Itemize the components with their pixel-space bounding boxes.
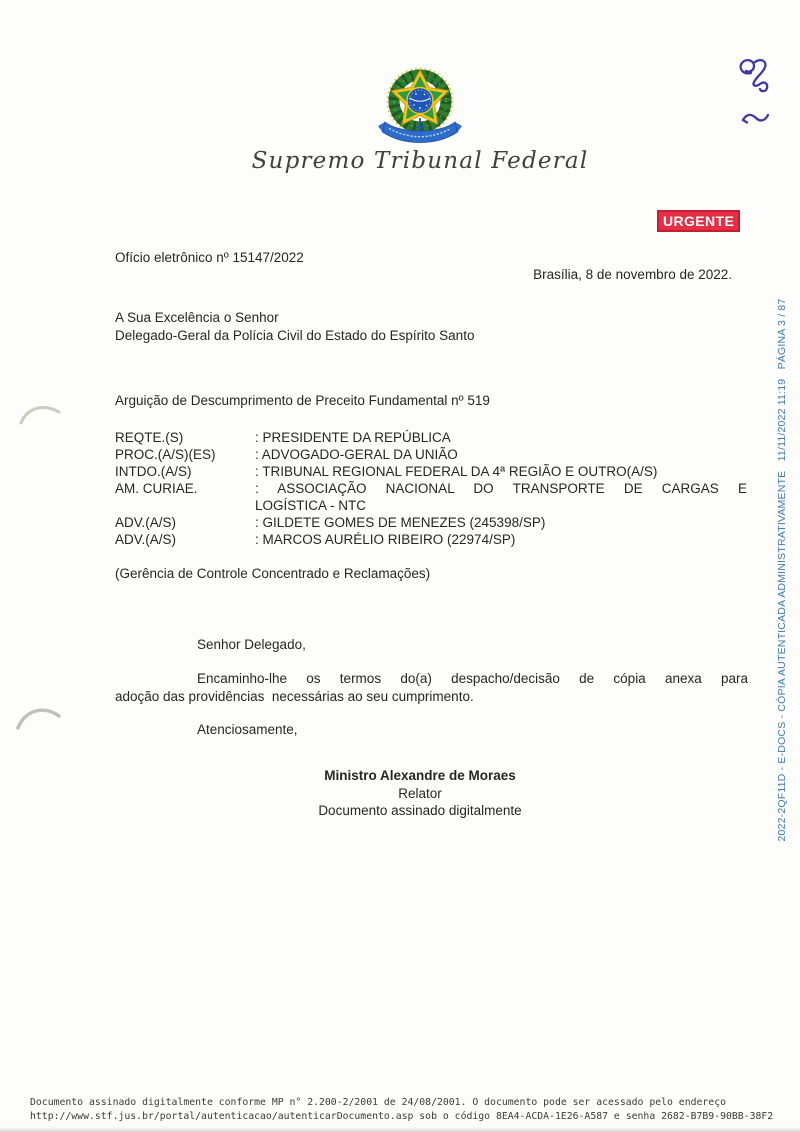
party-value xyxy=(255,480,747,514)
party-label: PROC.(A/S)(ES) xyxy=(115,447,216,462)
case-title: Arguição de Descumprimento de Preceito Fundamental nº 519 xyxy=(115,393,490,408)
party-value-line2: LOGÍSTICA - NTC xyxy=(255,498,367,513)
footer-line1: Documento assinado digitalmente conforme MP n° 2.200-2/2001 de 24/08/2001. O documento pode ser acessado pelo endereço xyxy=(30,1097,726,1108)
urgent-stamp: URGENTE xyxy=(657,210,740,232)
party-value: : ADVOGADO-GERAL DA UNIÃO xyxy=(255,447,458,462)
party-value-line1: : ASSOCIAÇÃO NACIONAL DO TRANSPORTE DE CARGAS E xyxy=(255,481,747,496)
addressee-block xyxy=(115,309,474,344)
date-line: Brasília, 8 de novembro de 2022. xyxy=(533,267,732,282)
footer-line2: http://www.stf.jus.br/portal/autenticacao/autenticarDocumento.asp sob o código 8EA4-ACDA-1E26-A587 e senha 2682-B7B9-90BB-38F2 xyxy=(30,1111,774,1122)
scan-edge-shadow xyxy=(0,1127,800,1132)
department-line: (Gerência de Controle Concentrado e Reclamações) xyxy=(115,566,431,581)
document-number: Ofício eletrônico nº 15147/2022 xyxy=(115,250,304,265)
binder-shadow-arc-icon xyxy=(18,399,62,427)
handwritten-ink-mark-icon xyxy=(733,58,783,130)
party-value: : PRESIDENTE DA REPÚBLICA xyxy=(255,430,451,445)
party-row xyxy=(115,531,747,548)
signature-note: Documento assinado digitalmente xyxy=(318,803,522,818)
body-paragraph xyxy=(115,670,748,706)
party-value: : MARCOS AURÉLIO RIBEIRO (22974/SP) xyxy=(255,532,516,547)
body-line2: adoção das providências necessárias ao seu cumprimento. xyxy=(115,689,474,704)
party-value: : GILDETE GOMES DE MENEZES (245398/SP) xyxy=(255,515,546,530)
closing: Atenciosamente, xyxy=(197,722,298,737)
party-label: AM. CURIAE. xyxy=(115,481,198,496)
salutation: Senhor Delegado, xyxy=(197,637,306,652)
addressee-line1: A Sua Excelência o Senhor xyxy=(115,310,279,325)
body-line1: Encaminho-lhe os termos do(a) despacho/decisão de cópia anexa para xyxy=(197,671,748,686)
party-label: REQTE.(S) xyxy=(115,430,184,445)
authentication-stamp: 2022-2QF11D - E-DOCS - CÓPIA AUTENTICADA ADMINISTRATIVAMENTE 11/11/2022 11:19 PÁGINA 3 / 87 xyxy=(776,298,788,842)
party-row xyxy=(115,514,747,531)
signer-name: Ministro Alexandre de Moraes xyxy=(324,768,516,783)
signature-block xyxy=(250,767,590,820)
party-value: : TRIBUNAL REGIONAL FEDERAL DA 4ª REGIÃO E OUTRO(A/S) xyxy=(255,464,658,479)
party-label: ADV.(A/S) xyxy=(115,532,177,547)
digital-signature-footer xyxy=(30,1096,790,1124)
party-row xyxy=(115,463,747,480)
signer-role: Relator xyxy=(398,785,442,801)
institution-name: Supremo Tribunal Federal xyxy=(251,148,589,174)
party-label: ADV.(A/S) xyxy=(115,515,177,530)
party-label: INTDO.(A/S) xyxy=(115,464,192,479)
binder-shadow-arc-icon xyxy=(14,701,62,733)
party-row xyxy=(115,480,747,514)
addressee-line2: Delegado-Geral da Polícia Civil do Estado do Espírito Santo xyxy=(115,327,475,343)
party-row xyxy=(115,429,747,446)
parties-table xyxy=(115,429,747,548)
brazil-coat-of-arms-icon xyxy=(372,64,468,150)
party-row xyxy=(115,446,747,463)
